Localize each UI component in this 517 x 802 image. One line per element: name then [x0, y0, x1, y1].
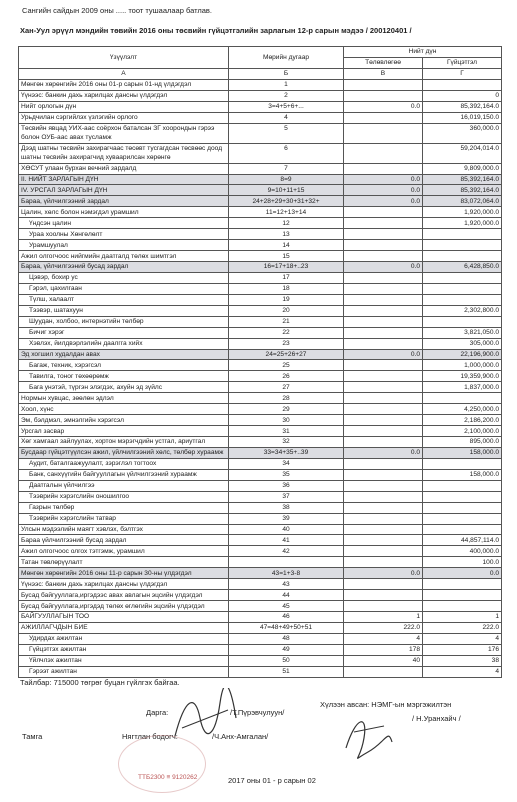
expense-report-table	[18, 46, 502, 678]
row-code: 4	[229, 112, 344, 123]
stamp-text: ТТБ2300 ≡ 9120262	[138, 774, 198, 781]
row-label: Бараа, үйлчилгээний бусад зардал	[19, 262, 229, 273]
table-row	[19, 371, 502, 382]
table-row	[19, 568, 502, 579]
table-row	[19, 524, 502, 535]
director-label: Дарга:	[146, 708, 169, 717]
table-row	[19, 404, 502, 415]
row-actual: 400,000.0	[423, 546, 502, 557]
row-plan	[344, 437, 423, 448]
row-label: Бусад байгууллага,иргэдээс авах авлагын эцсийн үлдэгдэл	[19, 590, 229, 601]
row-actual	[423, 240, 502, 251]
table-row	[19, 272, 502, 283]
row-code: 24=25+26+27	[229, 349, 344, 360]
row-code: 27	[229, 382, 344, 393]
row-plan	[344, 557, 423, 568]
row-label: Ажил олгогчоос олгох тэтгэмж, урамшил	[19, 546, 229, 557]
table-row	[19, 79, 502, 90]
row-label: Үйлчлэх ажилтан	[19, 655, 229, 666]
row-code: 31	[229, 426, 344, 437]
table-row	[19, 622, 502, 633]
row-plan	[344, 513, 423, 524]
row-actual	[423, 513, 502, 524]
header-indicator: Үзүүлэлт	[19, 47, 229, 69]
report-title: Хан-Уул эрүүл мэндийн төвийн 2016 оны төсвийн гүйцэтгэлийн зарлагын 12-р сарын мэдээ / 200120401 /	[20, 26, 412, 35]
table-row	[19, 513, 502, 524]
row-actual: 4	[423, 666, 502, 677]
row-actual	[423, 480, 502, 491]
row-code: 15	[229, 251, 344, 262]
table-row	[19, 360, 502, 371]
row-plan: 0.0	[344, 447, 423, 458]
table-row	[19, 196, 502, 207]
row-label: Татан төвлөрүүлалт	[19, 557, 229, 568]
row-actual: 4	[423, 633, 502, 644]
row-code: 35	[229, 469, 344, 480]
row-code: 8=9	[229, 174, 344, 185]
row-plan	[344, 283, 423, 294]
row-actual	[423, 229, 502, 240]
row-actual: 44,857,114.0	[423, 535, 502, 546]
table-row	[19, 283, 502, 294]
table-row	[19, 601, 502, 612]
row-code: 26	[229, 371, 344, 382]
table-row	[19, 123, 502, 143]
row-actual: 19,359,900.0	[423, 371, 502, 382]
row-code: 30	[229, 415, 344, 426]
row-code: 33=34+35+..39	[229, 447, 344, 458]
row-code: 46	[229, 612, 344, 623]
row-code: 5	[229, 123, 344, 143]
table-row	[19, 480, 502, 491]
row-code: 38	[229, 502, 344, 513]
table-row	[19, 426, 502, 437]
table-row	[19, 316, 502, 327]
row-actual: 222.0	[423, 622, 502, 633]
accountant-label: Нягтлан бодогч:	[122, 732, 178, 741]
row-code: 44	[229, 590, 344, 601]
table-row	[19, 218, 502, 229]
row-actual	[423, 272, 502, 283]
row-actual: 1,920,000.0	[423, 218, 502, 229]
row-label: Хөг хамгаал зайлуулах, хортон мэрэгчдийн устгал, ариутгал	[19, 437, 229, 448]
table-row	[19, 415, 502, 426]
row-code: 43	[229, 579, 344, 590]
row-label: Бусад байгууллага,иргэдэд төлөх өглөгийн эцсийн үлдэгдэл	[19, 601, 229, 612]
row-plan: 0.0	[344, 196, 423, 207]
row-plan: 178	[344, 644, 423, 655]
report-date: 2017 оны 01 - р сарын 02	[228, 776, 316, 785]
table-row	[19, 535, 502, 546]
table-row	[19, 579, 502, 590]
row-code: 18	[229, 283, 344, 294]
receiver-label: Хүлээн авсан: НЭМГ-ын мэргэжилтэн	[320, 700, 452, 709]
row-actual: 176	[423, 644, 502, 655]
row-code: 2	[229, 90, 344, 101]
row-code: 48	[229, 633, 344, 644]
row-plan	[344, 79, 423, 90]
row-code: 9=10+11+15	[229, 185, 344, 196]
row-plan	[344, 272, 423, 283]
row-label: IV. УРСГАЛ ЗАРЛАГЫН ДҮН	[19, 185, 229, 196]
row-actual	[423, 590, 502, 601]
row-label: Урсгал засвар	[19, 426, 229, 437]
row-plan: 4	[344, 633, 423, 644]
table-row	[19, 447, 502, 458]
header-total: Нийт дүн	[344, 47, 502, 58]
row-plan	[344, 338, 423, 349]
row-label: Мөнгөн хөрөнгийн 2016 оны 11-р сарын 30-ны үлдэгдэл	[19, 568, 229, 579]
row-plan	[344, 371, 423, 382]
table-row	[19, 101, 502, 112]
row-plan	[344, 240, 423, 251]
row-code: 41	[229, 535, 344, 546]
table-row	[19, 240, 502, 251]
row-actual	[423, 524, 502, 535]
row-label: Мөнгөн хөрөнгийн 2016 оны 01-р сарын 01-нд үлдэгдэл	[19, 79, 229, 90]
table-body	[19, 79, 502, 677]
row-label: Бусдаар гүйцэтгүүлсэн ажил, үйлчилгээний хөлс, төлбөр хураамж	[19, 447, 229, 458]
table-row	[19, 305, 502, 316]
row-actual: 9,809,000.0	[423, 163, 502, 174]
row-label: Банк, санхүүгийн байгууллагын үйлчилгээний хураамж	[19, 469, 229, 480]
row-label: Даатгалын үйлчилгээ	[19, 480, 229, 491]
row-label: Гэрээт ажилтан	[19, 666, 229, 677]
row-plan	[344, 579, 423, 590]
table-row	[19, 469, 502, 480]
director-name: /Т.Пүрэвчулуун/	[230, 708, 285, 717]
table-row	[19, 229, 502, 240]
row-plan: 1	[344, 612, 423, 623]
table-row	[19, 143, 502, 163]
row-label: Нийт орлогын дүн	[19, 101, 229, 112]
row-code: 29	[229, 404, 344, 415]
receiver-name: / Н.Уранхайч /	[412, 714, 461, 723]
row-label: Бага унэтэй, түргэн элэгдэх, ахуйн эд зүйлс	[19, 382, 229, 393]
row-code: 3=4+5+6+...	[229, 101, 344, 112]
table-row	[19, 502, 502, 513]
row-plan: 0.0	[344, 262, 423, 273]
expense-table-wrapper	[18, 46, 502, 678]
header-letter-v: В	[344, 68, 423, 79]
row-plan	[344, 360, 423, 371]
table-row	[19, 185, 502, 196]
row-actual	[423, 502, 502, 513]
row-actual: 1	[423, 612, 502, 623]
row-actual: 85,392,164.0	[423, 185, 502, 196]
row-label: Үүнээс: банкин дахь харилцах дансны үлдэгдэл	[19, 90, 229, 101]
row-label: ХӨСУТ улаан бурхан вечний зардалд	[19, 163, 229, 174]
row-actual: 2,100,000.0	[423, 426, 502, 437]
row-actual	[423, 316, 502, 327]
table-row	[19, 251, 502, 262]
row-label: II. НИЙТ ЗАРЛАГЫН ДҮН	[19, 174, 229, 185]
row-actual: 158,000.0	[423, 447, 502, 458]
table-row	[19, 207, 502, 218]
table-row	[19, 546, 502, 557]
row-actual: 22,196,900.0	[423, 349, 502, 360]
table-row	[19, 557, 502, 568]
table-row	[19, 327, 502, 338]
row-plan	[344, 163, 423, 174]
row-plan	[344, 502, 423, 513]
director-signature-icon	[170, 688, 240, 744]
row-code: 7	[229, 163, 344, 174]
header-letter-g: Г	[423, 68, 502, 79]
row-actual: 0.0	[423, 568, 502, 579]
table-row	[19, 666, 502, 677]
row-plan	[344, 666, 423, 677]
row-code: 6	[229, 143, 344, 163]
table-row	[19, 112, 502, 123]
table-row	[19, 382, 502, 393]
table-row	[19, 458, 502, 469]
row-plan	[344, 535, 423, 546]
row-actual	[423, 294, 502, 305]
row-code: 14	[229, 240, 344, 251]
row-plan	[344, 393, 423, 404]
row-plan: 222.0	[344, 622, 423, 633]
row-code: 13	[229, 229, 344, 240]
row-plan	[344, 316, 423, 327]
row-actual: 158,000.0	[423, 469, 502, 480]
row-plan: 0.0	[344, 349, 423, 360]
row-label: Төсвийн явцад УИХ-аас соёрхон баталсан ЗГ хоорондын гэрээ болон ОУБ-аас авах тусламж	[19, 123, 229, 143]
row-code: 37	[229, 491, 344, 502]
row-code: 12	[229, 218, 344, 229]
row-label: Бараа үйлчилгээний бусад зардал	[19, 535, 229, 546]
row-plan	[344, 524, 423, 535]
row-plan: 0.0	[344, 568, 423, 579]
accountant-name: /Ч.Анх-Амгалан/	[212, 732, 269, 741]
row-code: 20	[229, 305, 344, 316]
row-code	[229, 557, 344, 568]
row-actual: 4,250,000.0	[423, 404, 502, 415]
row-label: БАЙГУУЛЛАГЫН ТОО	[19, 612, 229, 623]
row-plan	[344, 426, 423, 437]
header-letter-b: Б	[229, 68, 344, 79]
row-code: 28	[229, 393, 344, 404]
row-code: 21	[229, 316, 344, 327]
row-actual	[423, 393, 502, 404]
row-plan: 40	[344, 655, 423, 666]
row-code: 11=12+13+14	[229, 207, 344, 218]
table-row	[19, 491, 502, 502]
seal-label: Тамга	[22, 732, 43, 741]
row-plan	[344, 601, 423, 612]
row-plan	[344, 590, 423, 601]
row-code: 39	[229, 513, 344, 524]
row-code: 40	[229, 524, 344, 535]
row-actual: 2,302,800.0	[423, 305, 502, 316]
row-actual: 100.0	[423, 557, 502, 568]
footnote: Тайлбар: 715000 төгрөг буцан гүйлгэх байгаа.	[20, 678, 180, 687]
row-code: 34	[229, 458, 344, 469]
row-label: Гүйцэтгэх ажилтан	[19, 644, 229, 655]
row-code: 22	[229, 327, 344, 338]
receiver-signature-icon	[338, 708, 398, 766]
row-label: Тээвэр, шатахуун	[19, 305, 229, 316]
row-actual: 3,821,050.0	[423, 327, 502, 338]
row-label: Эм, бэлдмэл, эмнэлгийн хэрэгсэл	[19, 415, 229, 426]
row-label: Шуудан, холбоо, интернэтийн төлбөр	[19, 316, 229, 327]
table-row	[19, 644, 502, 655]
row-plan	[344, 123, 423, 143]
table-row	[19, 612, 502, 623]
row-label: Удирдах ажилтан	[19, 633, 229, 644]
row-plan	[344, 218, 423, 229]
row-actual	[423, 251, 502, 262]
row-code: 32	[229, 437, 344, 448]
row-label: Хоол, хүнс	[19, 404, 229, 415]
row-label: Түлш, халаалт	[19, 294, 229, 305]
row-code: 23	[229, 338, 344, 349]
table-row	[19, 338, 502, 349]
row-label: Нормын хувцас, зөөлөн эдлэл	[19, 393, 229, 404]
table-row	[19, 262, 502, 273]
table-row	[19, 174, 502, 185]
row-label: Тээврийн хэрэгслийн татвар	[19, 513, 229, 524]
row-plan: 0.0	[344, 101, 423, 112]
row-actual: 59,204,014.0	[423, 143, 502, 163]
header-approved: Төлөвлөгөө	[344, 57, 423, 68]
row-label: Бараа, үйлчилгээний зардал	[19, 196, 229, 207]
table-row	[19, 294, 502, 305]
row-plan: 0.0	[344, 185, 423, 196]
row-actual: 305,000.0	[423, 338, 502, 349]
row-code: 51	[229, 666, 344, 677]
row-actual: 38	[423, 655, 502, 666]
row-code: 47=48+49+50+51	[229, 622, 344, 633]
row-label: Бичиг хэрэг	[19, 327, 229, 338]
header-letter-a: А	[19, 68, 229, 79]
row-code: 50	[229, 655, 344, 666]
row-plan	[344, 143, 423, 163]
row-code: 45	[229, 601, 344, 612]
row-actual: 0	[423, 90, 502, 101]
row-actual: 360,000.0	[423, 123, 502, 143]
row-code: 16=17+18+..23	[229, 262, 344, 273]
table-row	[19, 655, 502, 666]
row-plan	[344, 327, 423, 338]
row-label: Хэвлэх, йилдвэрлэлийн даалгга хийх	[19, 338, 229, 349]
row-actual	[423, 601, 502, 612]
row-actual: 83,072,064.0	[423, 196, 502, 207]
row-actual: 1,837,000.0	[423, 382, 502, 393]
row-code: 42	[229, 546, 344, 557]
row-label: Цэвэр, бохир ус	[19, 272, 229, 283]
row-actual: 895,000.0	[423, 437, 502, 448]
row-plan	[344, 546, 423, 557]
row-actual: 85,392,164.0	[423, 101, 502, 112]
row-plan	[344, 404, 423, 415]
row-label: Цалин, хөлс болон нэмэгдэл урамшил	[19, 207, 229, 218]
row-plan	[344, 458, 423, 469]
row-plan	[344, 294, 423, 305]
row-code: 19	[229, 294, 344, 305]
row-label: Тээврийн хэрэгслийн оношилгоо	[19, 491, 229, 502]
row-code: 17	[229, 272, 344, 283]
table-row	[19, 393, 502, 404]
row-label: Газрын төлбөр	[19, 502, 229, 513]
row-plan	[344, 251, 423, 262]
row-code: 25	[229, 360, 344, 371]
table-row	[19, 437, 502, 448]
row-actual	[423, 491, 502, 502]
row-plan	[344, 469, 423, 480]
row-label: Эд хогшил худалдан авах	[19, 349, 229, 360]
table-row	[19, 590, 502, 601]
row-actual: 6,428,850.0	[423, 262, 502, 273]
row-code: 1	[229, 79, 344, 90]
row-plan	[344, 415, 423, 426]
row-plan	[344, 207, 423, 218]
row-label: АЖИЛЛАГЧДЫН БИЕ	[19, 622, 229, 633]
row-plan: 0.0	[344, 174, 423, 185]
row-actual: 2,186,200.0	[423, 415, 502, 426]
row-plan	[344, 90, 423, 101]
table-row	[19, 633, 502, 644]
row-label: Ажил олгогчоос нийгмийн даатгалд төлөх шимтгэл	[19, 251, 229, 262]
row-plan	[344, 229, 423, 240]
row-actual: 85,392,164.0	[423, 174, 502, 185]
table-row	[19, 349, 502, 360]
row-label: Ураа хоолны Хөнгөлөлт	[19, 229, 229, 240]
table-row	[19, 163, 502, 174]
row-label: Урьдчилан сэргийлэх үзлэгийн орлого	[19, 112, 229, 123]
header-actual: Гүйцэтгэл	[423, 57, 502, 68]
row-label: Дээд шатны төсвийн захирагчаас төсөвт тусгагдсан төсвөөс доод шатны төсвийн захирагчид хуваарилсан хөрөнгө	[19, 143, 229, 163]
row-actual	[423, 579, 502, 590]
row-label: Улсын мэдээлийн маягт хэвлэх, бэлтгэх	[19, 524, 229, 535]
row-label: Урамшуулал	[19, 240, 229, 251]
row-code: 24+28+29+30+31+32+	[229, 196, 344, 207]
row-plan	[344, 382, 423, 393]
row-actual	[423, 79, 502, 90]
row-code: 36	[229, 480, 344, 491]
row-code: 49	[229, 644, 344, 655]
table-row	[19, 90, 502, 101]
row-label: Аудит, баталгаажуулалт, зэрэглэл тогтоох	[19, 458, 229, 469]
row-label: Багаж, техник, хэрэгсэл	[19, 360, 229, 371]
row-actual: 1,920,000.0	[423, 207, 502, 218]
row-actual	[423, 458, 502, 469]
row-code: 43=1+3-8	[229, 568, 344, 579]
row-actual	[423, 283, 502, 294]
header-row-code: Мөрийн дугаар	[229, 47, 344, 69]
row-plan	[344, 112, 423, 123]
row-plan	[344, 480, 423, 491]
approval-note: Сангийн сайдын 2009 оны ..... тоот тушаалаар батлав.	[22, 6, 212, 15]
row-plan	[344, 305, 423, 316]
row-label: Тавилга, тоног төхөөрөмж	[19, 371, 229, 382]
row-actual: 16,019,150.0	[423, 112, 502, 123]
row-label: Үүнээс: банкин дахь харилцах дансны үлдэгдэл	[19, 579, 229, 590]
row-label: Үндсэн цалин	[19, 218, 229, 229]
row-label: Гэрэл, цахилгаан	[19, 283, 229, 294]
row-actual: 1,000,000.0	[423, 360, 502, 371]
row-plan	[344, 491, 423, 502]
